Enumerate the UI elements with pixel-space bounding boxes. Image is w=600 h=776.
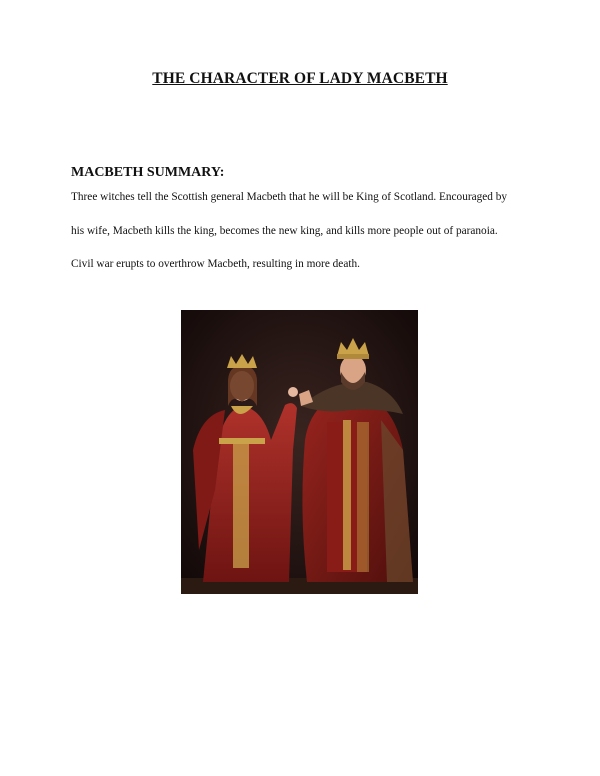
summary-line: his wife, Macbeth kills the king, becomes the new king, and kills more people out of paranoia.: [71, 225, 498, 237]
document-title: THE CHARACTER OF LADY MACBETH: [152, 70, 448, 87]
stage-photo-illustration: [181, 310, 418, 594]
summary-line: Civil war erupts to overthrow Macbeth, resulting in more death.: [71, 258, 360, 270]
section-heading: MACBETH SUMMARY:: [71, 165, 225, 180]
stage-photo: [181, 310, 418, 594]
summary-line: Three witches tell the Scottish general Macbeth that he will be King of Scotland. Encouraged by: [71, 191, 508, 203]
